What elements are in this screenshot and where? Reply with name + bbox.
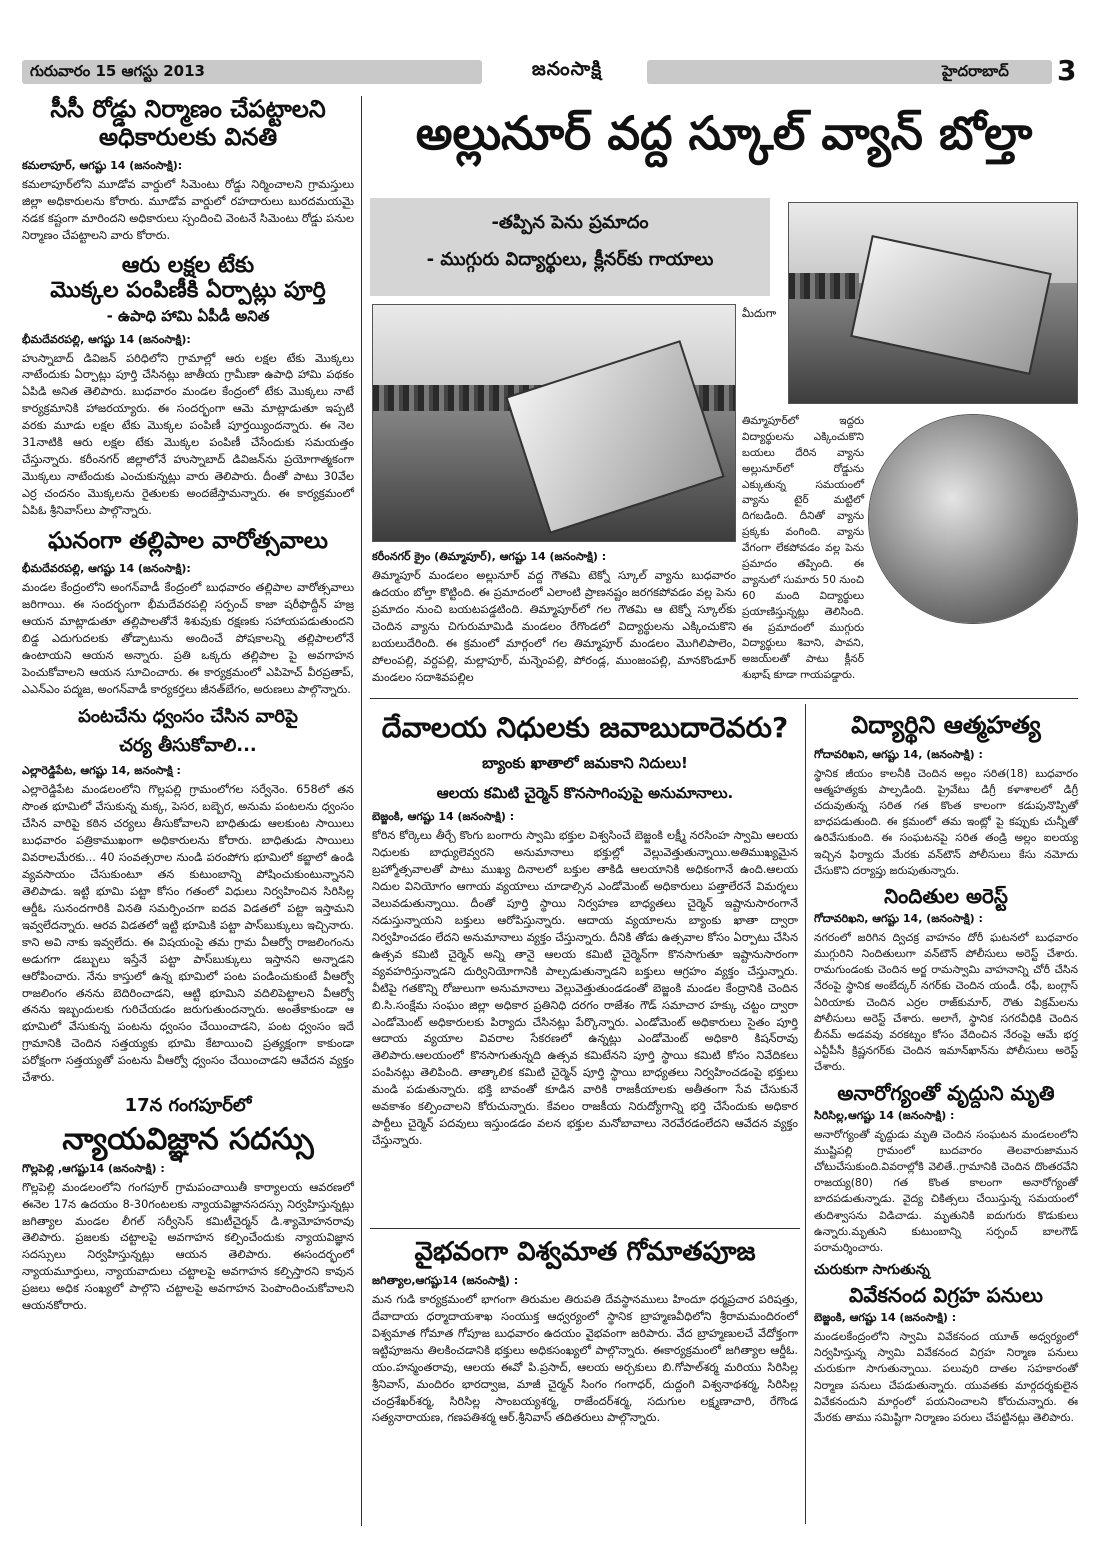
article-body: మన గుడి కార్యక్రమంలో భాగంగా తిరుమల తిరుపతి దేవస్థానములు హిందూ ధర్మప్రచార పరిషత్తు, దేవాదాయ ధర్మాదాయశాఖ సంయుక్త ఆధ్వర్యంలో స్థానిక బ్రాహ్మణవీధిలోని శ్రీరామమందిరంలో విశ్వమాత గోమాత గోపూజ బుధవారం ఉదయం వైభవంగా జరిపారు. వేద బ్రాహ్మణులచే వేదోక్తంగా ఇట్టిపూజను తిలకించడానికి భక్తులు అధికసంఖ్యలో పాల్గొన్నారు. ఈకార్యక్రమంలో జగిత్యాల ఆర్డీఓ. యం.హన్మంతరావు, ఆలయ ఈవో పి.ప్రసాద్, ఆలయ అర్చకులు బి.గోపాల్‌శర్మ మరియు సిరిసిల్ల శ్రీనివాస్, మందిరం భారద్వాజ, మాజీ చైర్మన్ సింగం గంగాధర్, దుద్దంగి విశ్వనాథశర్మ, సిరిసిల్ల చంద్రశేఖర్‌శర్మ, సిరిసిల్ల సాంబయ్యశర్మ, రాజేందర్‌శర్మ, సదుగుల లక్ష్మణాచారి, రేగొండ సత్యనారాయణ, గణపతిశర్మ ఆర్.శ్రీనివాస్ తదితరులు పాల్గొన్నారు.	[372, 1292, 798, 1425]
article-subtitle: ఆలయ కమిటి చైర్మెన్ కొనసాగింపుపై అనుమానాలు.	[436, 784, 734, 803]
edition-city: హైదరాబాద్	[942, 62, 1009, 80]
article-accused-arrest	[814, 885, 1078, 1076]
article-body: మండల కేంద్రంలోని అంగన్‌వాడీ కేంద్రంలో బుధవారం తల్లిపాల వారోత్సవాలు జరిగాయి. ఈ సందర్భంగా భీమదేవరపల్లి సర్పంచ్ కాజా షరీఫొద్దీన్ హజ్ర ఆయన మాట్లాడుతూ తల్లిపాలతోనే శిశువుకు రక్షణకు సహాయపడుతుందని బిడ్డ ఎదుగుదలకు తోడ్పాటును అందించే పోషకాలన్ని తల్లిపాలలోనే ఉంటాయని ఆయన అన్నారు. ప్రతి ఒక్కరు తల్లిపాల పై అవగాహన పెంచుకోవాలని ఆయన సూచించారు. ఈ కార్యక్రమంలో ఎపిహెచ్ వీరప్రతాప్, ఎఎన్ఎం పద్మజ, అంగన్‌వాడీ కార్యకర్తలు జీనత్‌బేగం, అరుణలు పాల్గొన్నారు.	[22, 581, 354, 696]
lead-subheads-box	[370, 198, 770, 296]
article-dateline: గొల్లపెల్లి ,ఆగష్టు14 (జనంసాక్షి) :	[22, 1161, 165, 1175]
article-kicker: 17న గంగపూర్‌లో	[124, 1095, 252, 1117]
article-teak-saplings	[22, 253, 354, 520]
right-lower-column	[814, 712, 1078, 1426]
article-temple-funds	[372, 712, 798, 1150]
article-dateline: సిరిసిల్ల,ఆగష్టు 14 (జనంసాక్షి) :	[814, 1108, 955, 1122]
article-kicker: చురుకుగా సాగుతున్న	[814, 1262, 930, 1279]
lead-body: తిమ్మాపూర్ మండలం అల్లునూర్ వద్ద గౌతమి టెక్నో స్కూల్ వ్యాను బుధవారం ఉదయం బోల్తా కొట్టింది. ఈ ప్రమాదంలో ఎలాంటి ప్రాణనష్టం జరగకపోవడం వల్ల పెను ప్రమాదం నుంచి బయటపడ్డటింది. తిమ్మాపూర్‌లో గల గౌతమి ఆ టెక్నో స్కూల్‌కు చెందిన వ్యాను చిగురుమామిడి మండలం రేగొండలో విద్యార్థులను ఎక్కించుకొని బయలుదేరింది. ఈ క్రమంలో మార్గంలో గల తిమ్మాపూర్ మండలం మొగిలిపాలెం, పోలంపల్లి, వర్దపల్లి, మల్లాపూర్, మన్నెంపల్లి, పోరండ్ల, ముంజంపల్లి, మానకొండూర్ మండలం సదాశివపల్లిల	[372, 569, 736, 684]
lead-side-text-b-wrap	[742, 414, 864, 684]
article-dateline: ఎల్లారెడ్డిపేట, ఆగష్టు 14, జనంసాక్షి :	[22, 764, 181, 778]
accident-photo-right	[788, 202, 1078, 404]
article-body: స్థానిక జీయం కాలనీకి చెందిన అల్లం సరిత(18) బుధవారం ఆత్మహత్యకు పాల్పడింది. ప్రైవేటు డిగ్రీ కళాశాలలో డిగ్రీ చదువుతున్న సరిత గత కొంత కాలంగా కడుపునొప్పితో బాధపడుతుంది. ఈ క్రమంలో తమ ఇంట్లో పై కప్పుకు చున్నీతో ఉరివేసుకుంది. ఈ సంఘటనపై సరిత తండ్రి అల్లం ఐలయ్య ఇచ్చిన ఫిర్యాదు మేరకు వన్‌టౌన్ పోలీసులు కేసు నమోదు చేసుకొని దర్యాప్తు జరుపుతున్నారు.	[814, 766, 1078, 877]
article-gomata-pooja	[372, 1238, 798, 1427]
article-cc-road	[22, 96, 354, 245]
article-dateline: భీమదేవరపల్లి, ఆగష్టు 14 (జనంసాక్షి):	[22, 562, 191, 576]
lead-dateline: కరీంనగర్ క్రైం (తిమ్మాపూర్), ఆగష్టు 14 (జనంసాక్షి) :	[372, 550, 607, 563]
article-dateline: భీమదేవరపల్లి, ఆగష్టు 14 (జనంసాక్షి):	[22, 332, 191, 346]
accident-photo-main	[372, 304, 736, 542]
article-body: హుస్నాబాద్ డివిజన్ పరిధిలోని గ్రామాల్లో ఆరు లక్షల టేకు మొక్కలు నాటేందుకు ఏర్పాట్లు పూర్తి చేసినట్లు జాతీయ గ్రామీణా ఉపాధి హామి పథకం ఏపిడి అనిత తెలిపారు. బుధవారం మండల కేంద్రంలో టేకు మొక్కలు నాటే కార్యక్రమానికి హాజరయ్యారు. ఈ సందర్భంగా ఆమె మాట్లాడుతూ ఇప్పటి వరకు మూడు లక్షల టేకు మొక్కల పంపిణీ పూర్తయ్యిందన్నారు. ఈ నెల 31నాటికి ఆరు లక్షల టేకు మొక్కల పంపిణీ చేసేందుకు సమయత్తం చేస్తున్నారు. కరీంనగర్ జిల్లాలోనే హుస్నాబాద్ డివిజన్‌ను ప్రయోగాత్మకంగా మొక్కలు నాటేందుకు ఎంచుకున్నట్లు వారు తెలిపారు. దీంతో పాటు 30వేల ఎర్ర చందనం మొక్కలను రైతులకు అందజేస్తామన్నారు. ఈ కార్యక్రమంలో ఏపిఓ శ్రీనివాస్‌లు పాల్గొన్నారు.	[22, 351, 354, 517]
masthead	[22, 54, 1078, 88]
article-dateline: గోదావరిఖని, ఆగష్టు 14, (జనంసాక్షి) :	[814, 747, 983, 761]
lead-side-text-a	[742, 306, 786, 323]
accident-photo-inset	[868, 414, 1078, 624]
article-body: ఎల్లారెడ్డిపేట మండలంలోని గొల్లపల్లి గ్రామంలోగల సర్వేనెం. 658లో తన సొంత భూమిలో వేసుకున్న మక్క, పెసర, బబ్బెర, అనుమ పంటలను ధ్వంసం చేసిన వారిపై కఠిన చర్యలు తీసుకోవాలని బాధితుడు ఆలకుంట సాయిలు బుధవారం పత్రికాముఖంగా అధికారులను కోరారు. బాధితుడు సాయిలు వివరాలమేరకు... 40 సంవత్సరాల నుండి పరంపోగు భూమిలో కబ్జాలో ఉండి వ్యవసాయం చేసుకుంటూ తన కుటుంబాన్ని పోషించుకుంటున్నానని తెలిపాడు. ఇట్టి భూమి పట్టా కోసం గతంలో విధులు నిర్వహించిన సిరిసిల్ల ఆర్డీఓ సునందగారికి వినతి సమర్పించగా ఐదవ విడతలో పట్టా ఇస్తామని ఇవ్వలేదన్నారు. ఆరవ విడతలో ఇట్టి భూమికి పట్టా పాస్‌బుక్కులు ఇచ్చినారు. కాని అవి నాకు ఇవ్వలేదు. ఈ విషయంపై తమ గ్రామ వీఆర్వో రాజలింగంను అడుగగా డబ్బులు ఇస్తేనే పట్టా పాస్‌బుక్కులు ఇస్తానని అన్నాడని ఆరోపించారు. నేను కాస్తులో ఉన్న భూమిలో పంట పండించుకుంటే వీఆర్వో రాజలింగం తనను బెదిరించాడని, ఆట్టి భూమిని వదిలిపెట్టాలని వీఆర్వో తనను ఇబ్బందులకు గురిచేయడం జరుగుతుందన్నారు. అంతేకాకుండా ఆ భూమిలో వేసుకున్న పంటను ధ్వంసం చేయించాడని, పంట ధ్వంసం ఇదే గ్రామానికి చెందిన సత్తయ్యకు భూమి కేటాయించి ప్రత్యక్షంగా కాకుండా పరోక్షంగా సత్తయ్యతో పంటను వీఆర్వో ధ్వంసం చేయించాడని ఆవేదన వ్యక్తం చేశారు.	[22, 783, 354, 1085]
section-divider	[370, 1228, 800, 1229]
article-title: నిందితుల అరెస్ట్	[884, 883, 1008, 908]
article-body: కమలాపూర్‌లోని మూడోవ వార్డులో సిమెంటు రోడ్డు నిర్మించాలని గ్రామస్తులు జిల్లా అధికారులను కోరారు. మూడోవ వార్డులో రహదారులు బురదమయమై నడక కష్టంగా మారిందని అధికారులు స్పందించి వెంటనే సిమెంటు రోడ్డు పనుల నిర్మాణం చేపట్టాలని వారు కోరారు.	[22, 178, 354, 242]
article-body: నగరంలో జరిగిన ద్విచక్ర వాహనం దోరీ ఘటనలో బుధవారం ముగ్గురిని నిందితులుగా వన్‌టౌన్ పోలీసులు అరెస్ట్ చేశారు. రామగుండంకు చెందిన అర్జ రామస్వామి వాహనాన్ని చోరీ చేసిన నేరంపై స్థానిక అంబేద్కర్ నగర్‌కు చెందిన యండీ. రఫీ, బంగ్లాస్ ఏరియాకు చెందిన ఎర్రల రాజ్‌కుమార్, రౌతు విక్రమ్‌లను పోలీసులు అరెస్ట్ చేశారు. అలాగే, స్థానిక సగరవీధికి చెందిన బీనమ్ అడవవు వరకట్నం కోసం వేదించిన నేరంపై ఆమే భర్త ఎన్టీపీసీ క్రిష్ణనగర్‌కు చెందిన ఇమాన్‌ఖాన్‌ను పోలీసులు అరెస్ట్ చేశారు.	[814, 930, 1078, 1074]
page-number: 3	[1057, 54, 1077, 87]
article-dateline: బెజ్జంకి, ఆగష్టు 14 (జనంసాక్షి) :	[372, 810, 515, 824]
column-divider	[805, 704, 806, 1524]
article-title: న్యాయవిజ్ఞాన సదస్సు	[62, 1122, 314, 1158]
article-body: కోరిన కోర్కెలు తీర్చే కొంగు బంగారు స్వామి భక్తుల విశ్వసించే బెజ్జంకి లక్ష్మీ నరసింహ స్వామి ఆలయ నిధులకు బాధ్యులెవ్వరని అనుమానాలు భక్తుల్లో వెల్లువెత్తుతున్నాయి.అతిముఖ్యమైన బ్రహ్మోత్సవాలతో పాటు ముఖ్య దినాలలో బక్తుల తాకిడి ఆలయానికి అధికంగానే ఉంది.ఆలయ నిదుల వినియోగం ఆగాయ వ్యయాలు చూడాల్సిన ఎండోమెంట్ అధికారులు పత్తాలేరనే విమర్శలు వెలువడుతున్నాయి. దీంతో పూర్తి స్థాయి నిర్వహణ బాధ్యతలు చైర్మెన్ ఇష్టానుసారంగానే నడుస్తున్నాయని బక్తులు ఆరోపిస్తున్నారు. ఆదాయ వ్యయాలను బ్యాంకు ఖాతా ద్వారా నిర్వహించడం లేదని అనుమానాలు వ్యక్తం చేస్తున్నారు. దీనికి తోడు ఉత్సవాల కోసం ఏర్పాటు చేసిన ఉత్సవ కమిటి చైర్మెన్ అన్ని తానై ఆలయ కమిటి చైర్మెన్‌గా కొనసాగుతూ ఇష్టానుసారంగా వ్యవహరిస్తున్నాడని దుర్వినియోగానికి పాల్పడుతున్నాడని బక్తులు ఆగ్రహం వ్యక్తం చేస్తున్నారు. వీటిపై గతకొన్ని రోజులుగా అనుమానాలు వెల్లువెత్తుతుండడంతో బెజ్జంకి మండల కేంద్రానికి చెందిన బి.సి.సంక్షేమ సంఘం జిల్లా అధికార ప్రతినిధి దరగం రాజేశం గౌడ్ సమాచార హక్కు చట్టం ద్వారా ఎండోమెంట్ అధికారులకు పిర్యాదు చేసినట్లు పేర్కొన్నారు. ఎండోమెంట్ అధికారులు సైతం పూర్తి ఆదాయ వ్యయాల వివరాల సేకరణలో ఉన్నట్లు ఎండోమెంట్ అధికారి కిషన్‌రావు తెలిపారు.ఆలయంలో కొనసాగుతున్నది ఉత్సవ కమిటేనని పూర్తి స్థాయి కమిటి కోసం నివేదికలు పంపినట్లు తెలిపింది. తాత్కాలిక కమిటి చైర్మెన్ పూర్తి స్థాయి బాధ్యతలు నిర్వహించడంపై భక్తులు మండి పడుతున్నారు. భక్తి బావంతో కూడిన వారికి రాజకీయాలకు అతీతంగా సేవ చేసుకునే అవకాశం కల్పించాలని కోరుచున్నారు. కేవలం రాజకీయ నిరుద్యోగాన్ని భర్తి చేసేందుకు అధికార పార్టీలు చైర్మెన్ పదవులు ఇస్తుండడం వలన భక్తుల మనోబావాలు నెరవేరడంలేదని ఆవేదన వ్యక్తం చేస్తున్నారు.	[372, 829, 798, 1148]
lead-body-wrap	[372, 546, 736, 687]
column-divider	[361, 96, 362, 1526]
lead-subhead: - ముగ్గురు విద్యార్థులు, క్లీనర్‌కు గాయాలు	[426, 249, 714, 270]
section-divider	[370, 698, 1078, 699]
article-body: అనారోగ్యంతో వృద్దుడు మృతి చెందిన సంఘటన మండలంలోని ముష్టిపల్లి గ్రామంలో బుదవారం తెలవారుజామున చోటుచేసుకుంది.వివరాల్లోకి వెలితే..గ్రామానికి చెందిన దొంతరవేని రాజయ్య(80) గత కొంత కాలంగా అనారోగ్యంతో బాదపడుతున్నాడు. వైద్య చికిత్సలు చేయిస్తున్న సమయంలో తుదిశ్వాసను విడిచాడు. మృతునికి ఐదుగురు కొడుకులు ఉన్నారు.మృతుని కుటుంబాన్ని సర్పంచ్ బాలగౌడ్ పరామర్శించారు.	[814, 1127, 1078, 1254]
article-crop-destruction	[22, 707, 354, 1087]
article-subtitle: బ్యాంకు ఖాతాలో జమకాని నిదులు!	[482, 754, 688, 773]
article-dateline: బెజ్జంకి, ఆగష్టు 14 (జనంసాక్షి) :	[814, 1311, 957, 1325]
left-column	[22, 96, 354, 1315]
article-title: మొక్కల పంపిణీకి ఏర్పాట్లు పూర్తి	[50, 278, 326, 304]
article-elderly-death	[814, 1082, 1078, 1257]
article-breastfeeding-week	[22, 528, 354, 699]
article-title: వివేకనంద విగ్రహ పనులు	[849, 1283, 1043, 1308]
newspaper-logo: జనంసాక్షి	[531, 58, 603, 80]
lead-subhead: -తప్పిన పెను ప్రమాదం	[491, 212, 649, 233]
article-title: విద్యార్థిని ఆత్మహత్య	[851, 711, 1041, 739]
article-vivekananda-statue	[814, 1262, 1078, 1426]
article-title: సీసీ రోడ్డు నిర్మాణం చేపట్టాలని అధికారులకు వినతి	[50, 95, 326, 151]
article-dateline: గోదావరిఖని, ఆగష్టు 14, (జనంసాక్షి) :	[814, 911, 983, 925]
article-legal-awareness	[22, 1095, 354, 1315]
lead-headline: అల్లునూర్ వద్ద స్కూల్ వ్యాన్ బోల్తా	[415, 106, 1033, 160]
article-student-suicide	[814, 712, 1078, 879]
lead-side-text: తిమ్మాపూర్‌లో ఇద్దరు విద్యార్థులను ఎక్కించుకొని బయలు దేరిన వ్యాను అల్లునూర్‌లో రోడ్డును ఎక్కుతున్న సమయంలో వ్యాను టైర్ మట్టిలో దిగబడింది. దీనితో వ్యాను ప్రక్కకు వంగింది. వ్యాను వేగంగా లేకపోవడం వల్ల పెను ప్రమాదం తప్పింది. ఈ వ్యానులో సుమారు 50 నుంచి 60 మంది విద్యార్థులు ప్రయాణిస్తున్నట్లు తెలిసింది. ఈ ప్రమాదంలో ముగ్గురు విద్యార్థులు శివాని, పావని, అజయ్‌లతో పాటు క్లీనర్ శుభాష్ కూడా గాయపడ్డారు.	[742, 415, 864, 682]
article-title: ఆరు లక్షల టేకు	[121, 252, 255, 278]
article-dateline: కమలాపూర్, ఆగష్టు 14 (జనంసాక్షి):	[22, 159, 183, 173]
article-title: అనారోగ్యంతో వృద్దుని మృతి	[837, 1080, 1055, 1105]
issue-date: గురువారం 15 ఆగస్టు 2013	[30, 62, 205, 80]
article-title: దేవాలయ నిధులకు జవాబుదారెవరు?	[381, 711, 789, 744]
lead-side-text: మీదుగా	[742, 307, 777, 320]
article-title: పంటచేను ధ్వంసం చేసిన వారిపై	[78, 705, 298, 727]
article-dateline: జగిత్యాల,ఆగష్టు14 (జనంసాక్షి) :	[372, 1273, 519, 1287]
article-body: మండలకేంద్రంలోని స్వామి వివేకనంద యూత్ అధ్వర్యంలో నిర్వహిస్తున్న స్వామి వివేకనంద విగ్రహ నిర్మాణ పనులు చురుకుగా సాగుతున్నాయి. పలువురి దాతల సహకారంతో నిర్మాణ పనులు చేపడుతున్నారు. యువతకు మార్గదర్శకులైన వివేకనందుని మార్గంలో పయనించాలని కోరుచున్నారు. ఈ మేరకు తాము సమిష్టిగా నిర్మాణం పరులు చేపట్టినట్లు తెలిపారు.	[814, 1330, 1078, 1425]
article-title: వైభవంగా విశ్వమాత గోమాతపూజ	[414, 1237, 756, 1267]
article-title: ఘనంగా తల్లిపాల వారోత్సవాలు	[47, 527, 329, 554]
article-title: చర్య తీసుకోవాలి...	[119, 734, 257, 756]
article-subtitle: - ఉపాధి హామి ఏపీడీ అనిత	[106, 306, 270, 325]
article-body: గొల్లపెల్లి మండలంలోని గంగపూర్ గ్రామపంచాయితీ కార్యాలయ ఆవరణలో ఈనెల 17న ఉదయం 8-30గంటలకు న్యాయవిజ్ఞానసదస్సు నిర్వహిస్తున్నట్లు జగిత్యాల మండల లీగల్ సర్వీసెస్ కమిటీచైర్మన్ డి.శ్యామోహనరావు తెలిపారు. ప్రజలకు చట్టాలపై అవగాహన కల్పించేందుకు న్యాయవిజ్ఞాన సదస్సులు నిర్వహిస్తున్నట్లు ఆయన తెలిపారు. ఈసందర్భంలో న్యాయమూర్తులు, న్యాయవాదులు చట్టాలపై అవగాహన కల్పిస్తారని కావున ప్రజలు అధిక సంఖ్యలో పాల్గొని చట్టాలపై అవగాహన పెంపొందించుకోవాలని ఆయనకోరారు.	[22, 1180, 354, 1313]
